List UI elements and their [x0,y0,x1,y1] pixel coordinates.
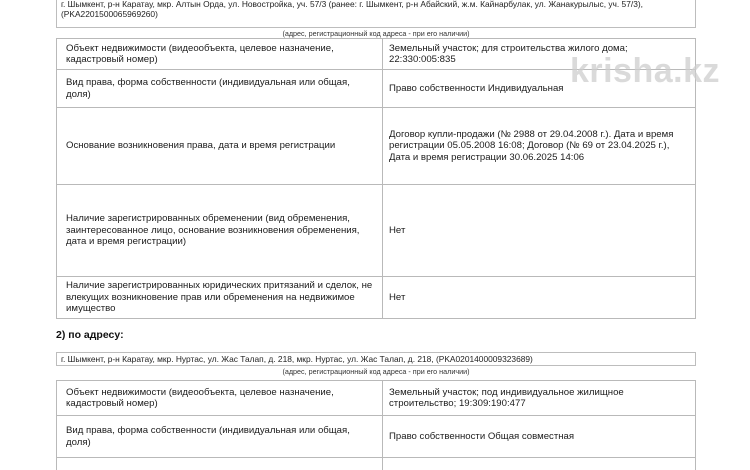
row-value: Договор купли-продажи (№ 2988 от 29.04.2008 г.). Дата и время регистрации 05.05.2008 16:08; Договор (№ 69 от 23.04.2025 г.), Дата и время регистрации 30.06.2025 14:06 [383,108,696,185]
table-row [57,458,696,470]
address-box-1 [56,0,696,28]
row-value [383,458,696,470]
row-label: Наличие зарегистрированных юридических притязаний и сделок, не влекущих возникновение прав или обременения на недвижимое имущество [57,277,383,319]
row-label: Наличие зарегистрированных обременении (вид обременения, заинтересованное лицо, основание возникновения обременения, дата и время регистрации) [57,185,383,277]
row-label: Объект недвижимости (видеообъекта, целевое назначение, кадастровый номер) [57,381,383,416]
watermark-logo: krisha.kz [569,52,720,90]
address-text-1: г. Шымкент, р-н Каратау, мкр. Алтын Орда, ул. Новостройка, уч. 57/3 (ранее: г. Шымкент, р-н Абайский, ж.м. Кайнарбулак, ул. Жанакурылыс, уч. 57/3), (PKA2201500065969260) [61,0,643,19]
row-value: Нет [383,277,696,319]
table-row [57,381,696,416]
table-row [57,277,696,319]
row-value: Право собственности Индивидуальная [383,70,696,108]
row-value: Земельный участок; под индивидуальное жилищное строительство; 19:309:190:477 [383,381,696,416]
address-text-2: г. Шымкент, р-н Каратау, мкр. Нуртас, ул. Жас Талап, д. 218, мкр. Нуртас, ул. Жас Талап, д. 218, (PKA0201400009323689) [61,354,533,364]
row-label: Объект недвижимости (видеообъекта, целевое назначение, кадастровый номер) [57,39,383,70]
table-row [57,108,696,185]
table-row [57,185,696,277]
row-value: Право собственности Общая совместная [383,416,696,458]
address-note-1: (адрес, регистрационный код адреса - при его наличии) [282,29,470,38]
registry-table-2 [56,380,696,470]
row-label [57,458,383,470]
row-label: Основание возникновения права, дата и время регистрации [57,108,383,185]
row-label: Вид права, форма собственности (индивидуальная или общая, доля) [57,70,383,108]
address-note-2: (адрес, регистрационный код адреса - при его наличии) [282,367,470,376]
row-value: Земельный участок; для строительства жилого дома; 22:330:005:835 [383,39,696,70]
address-box-2 [56,352,696,366]
section-title-2: 2) по адресу: [56,329,124,341]
table-row [57,416,696,458]
row-value: Нет [383,185,696,277]
row-label: Вид права, форма собственности (индивидуальная или общая, доля) [57,416,383,458]
